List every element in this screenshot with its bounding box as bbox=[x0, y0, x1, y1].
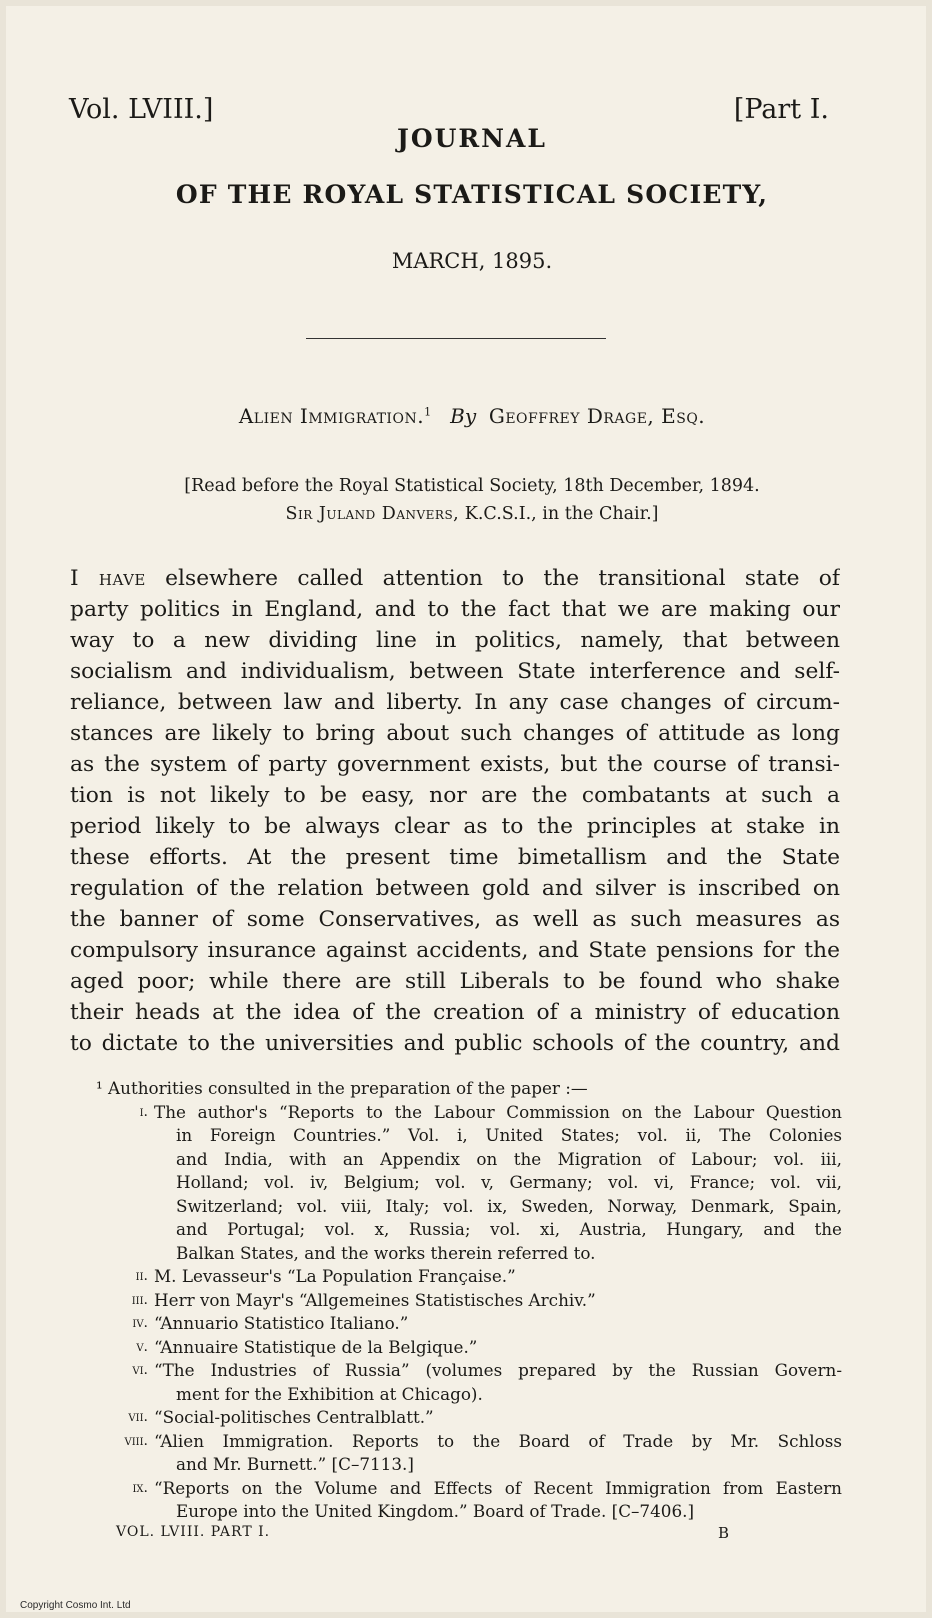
divider-rule bbox=[306, 338, 606, 339]
footnote-ref: 1 bbox=[424, 405, 432, 419]
body-line: tion is not likely to be easy, nor are the combatants at such a bbox=[70, 783, 840, 808]
footer-signature-label: VOL. LVIII. PART I. bbox=[116, 1524, 271, 1540]
body-line: these efforts. At the present time bimetallism and the State bbox=[70, 845, 840, 870]
footer-signature-mark: B bbox=[718, 1524, 730, 1542]
body-line: reliance, between law and liberty. In any case changes of circum- bbox=[70, 690, 840, 715]
body-line: to dictate to the universities and public schools of the country, and bbox=[70, 1031, 840, 1056]
body-line: as the system of party government exists, but the course of transi- bbox=[70, 752, 840, 777]
article-title bbox=[6, 404, 932, 428]
by-word: By bbox=[450, 404, 477, 428]
read-note bbox=[6, 472, 932, 528]
body-line: their heads at the idea of the creation of a ministry of education bbox=[70, 1000, 840, 1025]
footnote-intro: ¹ Authorities consulted in the preparation of the paper :— bbox=[96, 1078, 588, 1098]
read-note-line-1: [Read before the Royal Statistical Society, 18th December, 1894. bbox=[184, 476, 760, 496]
journal-title: JOURNAL bbox=[396, 124, 547, 153]
body-line: regulation of the relation between gold and silver is inscribed on bbox=[70, 876, 840, 901]
body-line: socialism and individualism, between State interference and self- bbox=[70, 659, 840, 684]
body-line: party politics in England, and to the fact that we are making our bbox=[70, 597, 840, 622]
chair-name: Sir Juland Danvers, bbox=[285, 504, 460, 524]
body-line: way to a new dividing line in politics, namely, that between bbox=[70, 628, 840, 653]
author-name: Geoffrey Drage, Esq. bbox=[488, 404, 706, 428]
body-text bbox=[70, 563, 840, 1059]
body-line: stances are likely to bring about such changes of attitude as long bbox=[70, 721, 840, 746]
footnote-item-number: i. bbox=[139, 1103, 148, 1120]
body-opening: I have bbox=[70, 566, 146, 591]
body-line: the banner of some Conservatives, as well as such measures as bbox=[70, 907, 840, 932]
header-volume: Vol. LVIII.] bbox=[69, 94, 214, 125]
issue-date: MARCH, 1895. bbox=[391, 249, 553, 273]
chair-rest: K.C.S.I., in the Chair.] bbox=[459, 504, 659, 524]
body-line: period likely to be always clear as to the principles at stake in bbox=[70, 814, 840, 839]
article-name: Alien Immigration. bbox=[238, 404, 425, 428]
body-line: aged poor; while there are still Liberals to be found who shake bbox=[70, 969, 840, 994]
read-note-line-2 bbox=[6, 500, 932, 528]
journal-page: Vol. LVIII.] [Part I. JOURNAL OF THE ROYAL STATISTICAL SOCIETY, MARCH, 1895. Alien Immigration.$^1$ By Geoffrey Drage, Esq. [Read before the Royal Statistical Society, 18th December, 1894. Sir Juland Danvers, K.C.S.I., in the Chair.] I have elsewhere called attention to the transitional state of party politics in England, and to the fact that we are making our way to a new dividing line in politics, namely, that between socialism and individualism, between State interference and self- reliance, between law and liberty. In any case changes of circum- stances are likely to bring about such changes of attitude as long as the system of party government exists, but the course of transi- tion is not likely to be easy, nor are the combatants at such a period likely to be always clear as to the principles at stake in these efforts. At the present time bimetallism and the State regulation of the relation between gold and silver is inscribed on the banner of some Conservatives, as well as such measures as compulsory insurance against accidents, and State pensions for the aged poor; while there are still Liberals to be found who shake their heads at the idea of the creation of a ministry of education to dictate to the universities and public schools of the country, and ¹ Authorities consulted in the preparation of the paper :— i. The author's “Reports to the Labour Commission on the Labour Question in Foreign Countries.” Vol. i, United States; vol. ii, The Colonies and India, with an Appendix on the Migration of Labour; vol. iii, Holland; vol. iv, Belgium; vol. v, Germany; vol. vi, France; vol. vii, Switzerland; vol. viii, Italy; vol. ix, Sweden, Norway, Denmark, Spain, and Portugal; vol. x, Russia; vol. xi, Austria, Hungary, and the Balkan States, and the works therein referred to. ii. M. Levasseur's “La Population Française.” iii. Herr von Mayr's “Allgemeines Statistisches Archiv.” iv. “Annuario Statistico Italiano.” v. “Annuaire Statistique de la Belgique.” vi. “The Industries of Russia” (volumes prepared by the Russian Govern- ment for the Exhibition at Chicago). vii. “Social-politisches Centralblatt.” viii. “Alien Immigration. Reports to the Board of Trade by Mr. Schloss and Mr. Burnett.” [C–7113.] ix. “Reports on the Volume and Effects of Recent Immigration from Eastern Europe into the United Kingdom.” Board of Trade. [C–7406.] VOL. LVIII. PART I. B Copyright Cosmo Int. Ltd bbox=[0, 0, 932, 1618]
society-name: OF THE ROYAL STATISTICAL SOCIETY, bbox=[175, 180, 769, 209]
body-line: I have elsewhere called attention to the transitional state of bbox=[70, 566, 840, 591]
copyright-watermark: Copyright Cosmo Int. Ltd bbox=[20, 1600, 131, 1611]
body-line: compulsory insurance against accidents, and State pensions for the bbox=[70, 938, 840, 963]
header-part: [Part I. bbox=[733, 94, 829, 125]
